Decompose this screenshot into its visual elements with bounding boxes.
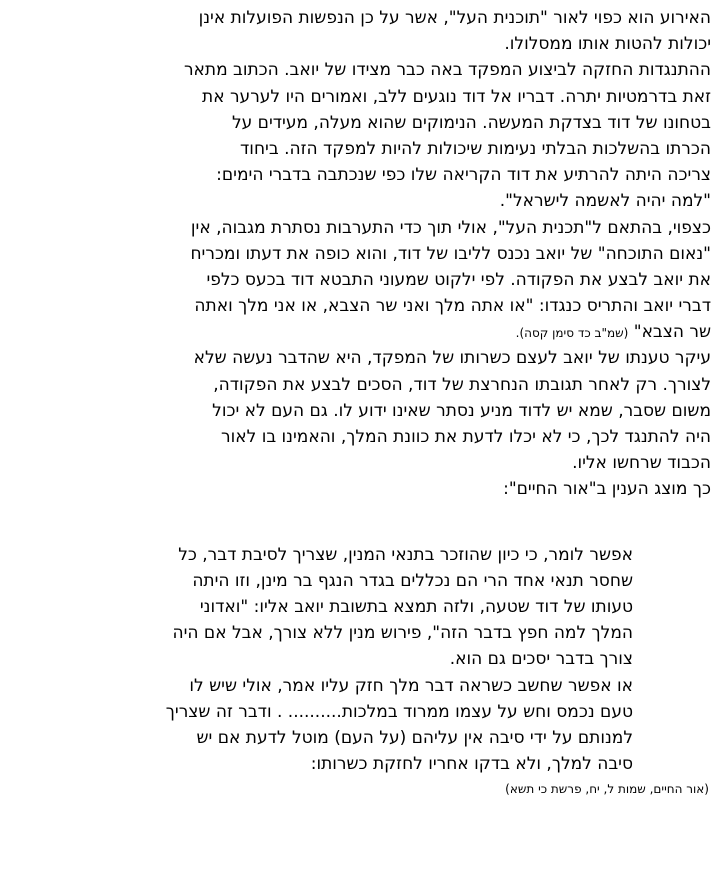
text-line: כצפוי, בהתאם ל"תכנית העל", אולי תוך כדי התערבות נסתרת מגבוה, אין	[190, 217, 711, 238]
quote-block-2	[0, 673, 723, 778]
quote-line: טעם נכמס וחש על עצמו ממרוד במלכות.......... . ודבר זה שצריך	[165, 701, 633, 722]
text-line-with-reference	[14, 319, 711, 345]
text-line: את יואב לבצע את הפקודה. לפי ילקוט שמעוני התבטא דוד בכעס כלפי	[206, 269, 711, 290]
paragraph-3	[0, 215, 723, 346]
quote-line: סיבה למלך, ולא בדקו אחריו לחזקת כשרותו:	[310, 754, 633, 775]
text-line: "למה יהיה לאשמה לישראל".	[499, 191, 711, 212]
text-line: היה להתנגד לכך, כי לא יכלו לדעת את כוונת המלך, והאמינו בו לאור	[221, 427, 711, 447]
quote-line: שחסר תנאי אחד הרי הם נכללים בגדר הנגף בר מינן, וזו היתה	[192, 570, 633, 591]
text-line: ההתנגדות החזקה לביצוע המפקד באה כבר מצידו של יואב. הכתוב מתאר	[183, 60, 711, 81]
text-line: זאת בדרמטיות יתרה. דבריו אל דוד נוגעים ללב, ואמורים היו לערער את	[202, 86, 711, 107]
text-line: הכרתו בהשלכות הבלתי נעימות שיכולות להיות למפקד הזה. ביחוד	[240, 138, 711, 159]
quote-block-1	[0, 542, 723, 673]
quote-line: למנותם על ידי סיבה אין עליהם (על העם) מוטל לדעת אם יש	[196, 727, 633, 748]
quote-line: אפשר לומר, כי כיון שהוזכר בתנאי המנין, שצריך לסיבת דבר, כל	[178, 544, 633, 565]
paragraph-2	[0, 57, 723, 214]
text-line: עיקר טענתו של יואב לעצם כשרותו של המפקד, היא שהדבר נעשה שלא	[193, 348, 711, 369]
text-line: משום שסבר, שמא יש לדוד מניע נסתר שאינו ידוע לו. גם העם לא יכול	[212, 400, 711, 421]
source-citation: (אור החיים, שמות ל, יח, פרשת כי תשא)	[505, 782, 709, 797]
text-line: כך מוצג הענין ב"אור החיים":	[503, 479, 711, 500]
text-line: הכבוד שרחשו אליו.	[572, 453, 711, 474]
quote-line: צורך בדבר יסכים גם הוא.	[449, 649, 633, 670]
text-line: האירוע הוא כפוי לאור "תוכנית העל", אשר על כן הנפשות הפועלות אינן	[198, 8, 711, 28]
quote-line: או אפשר שחשב כשראה דבר מלך חזק עליו אמר, אולי שיש לו	[189, 675, 633, 696]
citation-reference: (שמ"ב כד סימן קסה).	[515, 326, 629, 341]
quote-line: טעותו של דוד שטעה, ולזה תמצא בתשובת יואב אליו: "ואדוני	[199, 596, 633, 617]
text-line: בטחונו של דוד בצדקת המעשה. הנימוקים שהוא מעלה, מעידים על	[231, 112, 711, 133]
text-line: לצורך. רק לאחר תגובתו הנחרצת של דוד, הסכים לבצע את הפקודה,	[213, 374, 711, 395]
text-line: יכולות להטות אותו ממסלולו.	[504, 34, 711, 55]
text-fragment: שר הצבא"	[633, 322, 711, 343]
paragraph-4	[0, 345, 723, 476]
text-line: "נאום התוכחה" של יואב נכנס לליבו של דוד, והוא כופה את דעתו ומכריח	[190, 243, 711, 264]
quote-intro	[0, 476, 723, 502]
paragraph-1	[0, 5, 723, 57]
quote-line: המלך למה חפץ בדבר הזה", פירוש מנין ללא צורך, אבל אם היה	[172, 623, 633, 644]
text-line: צריכה היתה להרתיע את דוד הקריאה שלו כפי שנכתבה בדברי הימים:	[216, 165, 711, 186]
text-line: דברי יואב והתריס כנגדו: "או אתה מלך ואני שר הצבא, או אני מלך ואתה	[194, 296, 711, 317]
